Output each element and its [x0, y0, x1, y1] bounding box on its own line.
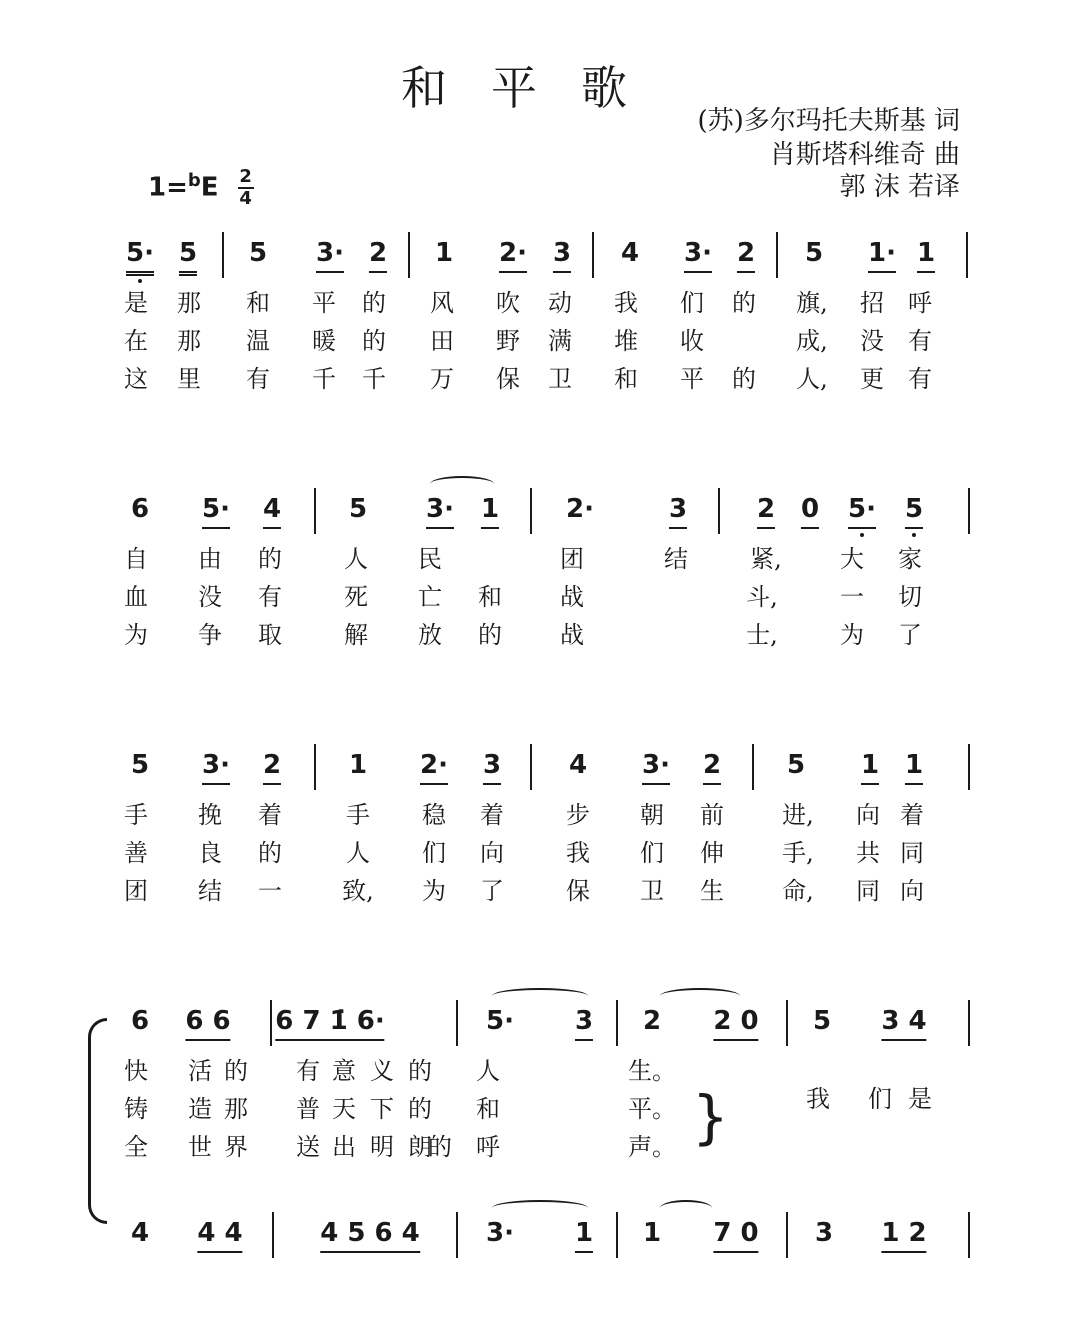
line-4-tail [0, 1082, 1072, 1120]
lyric-char: 铸 [124, 1095, 148, 1123]
note: 5 [786, 750, 806, 780]
lyric-char: 全 [124, 1133, 148, 1161]
lyric-char: 有 [246, 365, 270, 393]
lyric-char: 平 [312, 289, 336, 317]
lyric-char: 死 [344, 583, 368, 611]
lyric-char: 挽 [198, 801, 222, 829]
lyric-char: 这 [124, 365, 148, 393]
lyric-char: 的 [732, 365, 756, 393]
lyric-char: 步 [566, 801, 590, 829]
note: 5 [905, 492, 923, 529]
lyric-char: 伸 [700, 839, 724, 867]
note: 5· [848, 492, 876, 529]
note: 5 [130, 750, 150, 780]
lyric-char: 切 [898, 583, 922, 611]
lyric-char: 那 [177, 289, 201, 317]
lyric-char: 天 [332, 1095, 356, 1123]
lyric-char: 吹 [496, 289, 520, 317]
lyric-char: 意 [332, 1057, 356, 1085]
note: 5 [804, 238, 824, 268]
note: 1 [861, 748, 879, 785]
lyric-char: 出 [332, 1133, 356, 1161]
lyric-char: 同 [900, 839, 924, 867]
lyric-char: 送 [296, 1133, 320, 1161]
slur [492, 988, 588, 1004]
note: 6 6 [185, 1004, 230, 1041]
note: 5 [248, 238, 268, 268]
lyric-char: 田 [430, 327, 454, 355]
lyric-char: 收 [680, 327, 704, 355]
lyric-char: 和 [614, 365, 638, 393]
slur [660, 988, 740, 1004]
note: 6 [130, 1006, 150, 1036]
note: 3· [202, 748, 230, 785]
lyric-char: 紧, [750, 545, 782, 573]
bar-line [786, 1212, 788, 1258]
note: 5 [179, 236, 197, 276]
note: 1 2 [881, 1216, 926, 1253]
lyric-char: 血 [124, 583, 148, 611]
lyric-char: 一 [258, 877, 282, 905]
song-title: 和平歌 [401, 61, 671, 115]
lyric-char: 那 [224, 1095, 248, 1123]
lyric-char: 生 [700, 877, 724, 905]
lyric-char: 的 [478, 621, 502, 649]
bar-line [272, 1212, 274, 1258]
note: 1 [642, 1218, 662, 1248]
lyric-char: 野 [496, 327, 520, 355]
lyric-char: 斗, [746, 583, 778, 611]
lyric-char: 人 [344, 545, 368, 573]
bar-line [616, 1000, 618, 1046]
bar-line [222, 232, 224, 278]
bar-line [786, 1000, 788, 1046]
note: 2 [757, 492, 775, 529]
lyric-char: 没 [860, 327, 884, 355]
lyric-char: 有 [258, 583, 282, 611]
note: 4 [130, 1218, 150, 1248]
bar-line [456, 1000, 458, 1046]
bar-line [456, 1212, 458, 1258]
lyric-char: 民 [418, 545, 442, 573]
bar-line [776, 232, 778, 278]
bar-line [408, 232, 410, 278]
note: 2· [420, 748, 448, 785]
bar-line [968, 1212, 970, 1258]
lyric-char: 更 [860, 365, 884, 393]
note: 2· [499, 236, 527, 273]
lyric-char: 有 [296, 1057, 320, 1085]
lyric-char: 自 [124, 545, 148, 573]
line-3-verse-3 [0, 874, 1072, 912]
line-5-notes [0, 1216, 1072, 1260]
lyric-char: 和 [478, 583, 502, 611]
lyric-char: 风 [430, 289, 454, 317]
lyric-char: 我 [566, 839, 590, 867]
time-top: 2 [239, 166, 252, 187]
note: 4 [263, 492, 281, 529]
lyric-char: 前 [700, 801, 724, 829]
lyric-char: 们 [868, 1085, 892, 1113]
lyric-char: 的 [408, 1057, 432, 1085]
note: 2 0 [713, 1004, 758, 1041]
lyric-char: 为 [840, 621, 864, 649]
lyric-char: 手 [346, 801, 370, 829]
note: 6 [130, 494, 150, 524]
line-4-notes [0, 1004, 1072, 1048]
lyric-char: 了 [480, 877, 504, 905]
lyric-char: 为 [422, 877, 446, 905]
lyric-char: 旗, [796, 289, 828, 317]
lyric-char: 快 [124, 1057, 148, 1085]
lyric-char: 招 [860, 289, 884, 317]
lyric-char: 是 [908, 1085, 932, 1113]
lyric-char: 着 [900, 801, 924, 829]
bar-line [968, 488, 970, 534]
lyric-char: 取 [258, 621, 282, 649]
lyric-char: 我 [614, 289, 638, 317]
lyric-char: 亡 [418, 583, 442, 611]
note: 2 [369, 236, 387, 273]
note: 3 [483, 748, 501, 785]
line-1-verse-1 [0, 286, 1072, 324]
lyric-char: 争 [198, 621, 222, 649]
note: 1 [434, 238, 454, 268]
lyric-char: 造 [188, 1095, 212, 1123]
note: 3· [486, 1218, 514, 1248]
lyric-char: 士, [746, 621, 778, 649]
low-octave-dot [860, 533, 864, 537]
flat-sign: b [187, 169, 201, 191]
bar-line [314, 744, 316, 790]
lyric-char: 向 [856, 801, 880, 829]
lyric-char: 放 [418, 621, 442, 649]
lyric-char: 的 [258, 545, 282, 573]
lyric-char: 朝 [640, 801, 664, 829]
note: 4 [620, 238, 640, 268]
bar-line [968, 1000, 970, 1046]
low-octave-dot [138, 279, 142, 283]
lyric-char: 朗 [408, 1133, 432, 1161]
lyric-char: 有 [908, 365, 932, 393]
lyric-char: 的 [428, 1133, 452, 1161]
lyric-char: 的 [224, 1057, 248, 1085]
lyric-char: 千 [362, 365, 386, 393]
lyric-char: 手, [782, 839, 814, 867]
lyric-char: 暖 [312, 327, 336, 355]
bar-line [752, 744, 754, 790]
lyric-char: 共 [856, 839, 880, 867]
lyric-char: 家 [898, 545, 922, 573]
lyric-char: 平 [680, 365, 704, 393]
lyric-char: 进, [782, 801, 814, 829]
lyric-char: 温 [246, 327, 270, 355]
lyric-char: 团 [124, 877, 148, 905]
line-1-verse-3 [0, 362, 1072, 400]
lyricist-credit: (苏)多尔玛托夫斯基 词 [697, 106, 960, 136]
lyric-char: 呼 [908, 289, 932, 317]
note: 4 4 [197, 1216, 242, 1253]
lyric-char: 为 [124, 621, 148, 649]
time-signature [238, 168, 254, 208]
note: 2 [263, 748, 281, 785]
key-note: E [200, 172, 219, 203]
note: 3· [426, 492, 454, 529]
line-2-verse-2 [0, 580, 1072, 618]
line-3-verse-1 [0, 798, 1072, 836]
lyric-char: 保 [566, 877, 590, 905]
line-2-verse-1 [0, 542, 1072, 580]
lyric-char: 由 [198, 545, 222, 573]
bar-line [592, 232, 594, 278]
verse-brace: } [692, 1083, 729, 1151]
note: 7 0 [713, 1216, 758, 1253]
lyric-char: 界 [224, 1133, 248, 1161]
slur [492, 1200, 588, 1216]
lyric-char: 万 [430, 365, 454, 393]
lyric-char: 普 [296, 1095, 320, 1123]
note: 1 [917, 236, 935, 273]
bar-line [966, 232, 968, 278]
line-1-notes [0, 236, 1072, 280]
lyric-char: 那 [177, 327, 201, 355]
lyric-char: 结 [198, 877, 222, 905]
note: 3· [684, 236, 712, 273]
lyric-char: 致, [342, 877, 374, 905]
lyric-char: 活 [188, 1057, 212, 1085]
lyric-char: 团 [560, 545, 584, 573]
lyric-char: 卫 [640, 877, 664, 905]
note: 1 [575, 1216, 593, 1253]
lyric-char: 和 [476, 1095, 500, 1123]
translator-credit: 郭 沫 若译 [839, 172, 960, 202]
note: 4 [568, 750, 588, 780]
lyric-char: 的 [732, 289, 756, 317]
slur [660, 1200, 712, 1216]
lyric-char: 战 [560, 583, 584, 611]
note: 2 [703, 748, 721, 785]
bar-line [616, 1212, 618, 1258]
lyric-char: 没 [198, 583, 222, 611]
note: 6 7 1̇ 6· [275, 1004, 384, 1041]
note: 5 [348, 494, 368, 524]
lyric-char: 们 [680, 289, 704, 317]
lyric-char: 们 [422, 839, 446, 867]
lyric-char: 里 [177, 365, 201, 393]
lyric-char: 手 [124, 801, 148, 829]
bar-line [968, 744, 970, 790]
lyric-char: 人 [346, 839, 370, 867]
note: 1· [868, 236, 896, 273]
lyric-char: 在 [124, 327, 148, 355]
lyric-char: 的 [362, 289, 386, 317]
lyric-char: 结 [664, 545, 688, 573]
composer-credit: 肖斯塔科维奇 曲 [769, 140, 960, 170]
note: 1 [348, 750, 368, 780]
note: 2 [737, 236, 755, 273]
lyric-char: 和 [246, 289, 270, 317]
lyric-char: 的 [408, 1095, 432, 1123]
lyric-char: 人, [796, 365, 828, 393]
note: 3 [553, 236, 571, 273]
lyric-char: 卫 [548, 365, 572, 393]
key-prefix: 1= [148, 172, 188, 203]
note: 4 5 6 4 [320, 1216, 420, 1253]
lyric-char: 们 [640, 839, 664, 867]
bar-line [314, 488, 316, 534]
note: 3 4 [881, 1004, 926, 1041]
time-bottom: 4 [239, 188, 252, 209]
lyric-char: 是 [124, 289, 148, 317]
note: 2· [566, 494, 594, 524]
note: 5 [812, 1006, 832, 1036]
lyric-char: 的 [362, 327, 386, 355]
note: 3· [316, 236, 344, 273]
system-brace [88, 1018, 107, 1224]
line-2-notes [0, 492, 1072, 536]
lyric-char: 义 [370, 1057, 394, 1085]
bar-line [530, 488, 532, 534]
line-4-verse-3 [0, 1130, 1072, 1168]
lyric-char: 解 [344, 621, 368, 649]
lyric-char: 成, [796, 327, 828, 355]
lyric-char: 有 [908, 327, 932, 355]
bar-line [530, 744, 532, 790]
note: 5· [126, 236, 154, 276]
lyric-char: 平。 [628, 1095, 676, 1123]
lyric-char: 良 [198, 839, 222, 867]
lyric-char: 命, [782, 877, 814, 905]
lyric-char: 动 [548, 289, 572, 317]
lyric-char: 堆 [614, 327, 638, 355]
low-octave-dot [912, 533, 916, 537]
lyric-char: 一 [840, 583, 864, 611]
lyric-char: 呼 [476, 1133, 500, 1161]
note: 3· [642, 748, 670, 785]
lyric-char: 千 [312, 365, 336, 393]
line-1-verse-2 [0, 324, 1072, 362]
slur [430, 476, 494, 492]
lyric-char: 满 [548, 327, 572, 355]
note: 3 [669, 492, 687, 529]
lyric-char: 向 [900, 877, 924, 905]
lyric-char: 世 [188, 1133, 212, 1161]
bar-line [718, 488, 720, 534]
note: 0 [801, 492, 819, 529]
lyric-char: 着 [258, 801, 282, 829]
line-3-notes [0, 748, 1072, 792]
note: 5· [486, 1006, 514, 1036]
lyric-char: 同 [856, 877, 880, 905]
lyric-char: 明 [370, 1133, 394, 1161]
lyric-char: 善 [124, 839, 148, 867]
lyric-char: 声。 [628, 1133, 676, 1161]
key-signature [148, 168, 254, 208]
bar-line [270, 1000, 272, 1046]
lyric-char: 的 [258, 839, 282, 867]
note: 3 [814, 1218, 834, 1248]
lyric-char: 保 [496, 365, 520, 393]
note: 5· [202, 492, 230, 529]
lyric-char: 向 [480, 839, 504, 867]
line-3-verse-2 [0, 836, 1072, 874]
lyric-char: 战 [560, 621, 584, 649]
note: 2 [642, 1006, 662, 1036]
line-2-verse-3 [0, 618, 1072, 656]
note: 1 [905, 748, 923, 785]
lyric-char: 人 [476, 1057, 500, 1085]
lyric-char: 我 [806, 1085, 830, 1113]
lyric-char: 生。 [628, 1057, 676, 1085]
lyric-char: 大 [840, 545, 864, 573]
lyric-char: 了 [898, 621, 922, 649]
lyric-char: 着 [480, 801, 504, 829]
lyric-char: 稳 [422, 801, 446, 829]
note: 3 [575, 1004, 593, 1041]
lyric-char: 下 [370, 1095, 394, 1123]
note: 1 [481, 492, 499, 529]
